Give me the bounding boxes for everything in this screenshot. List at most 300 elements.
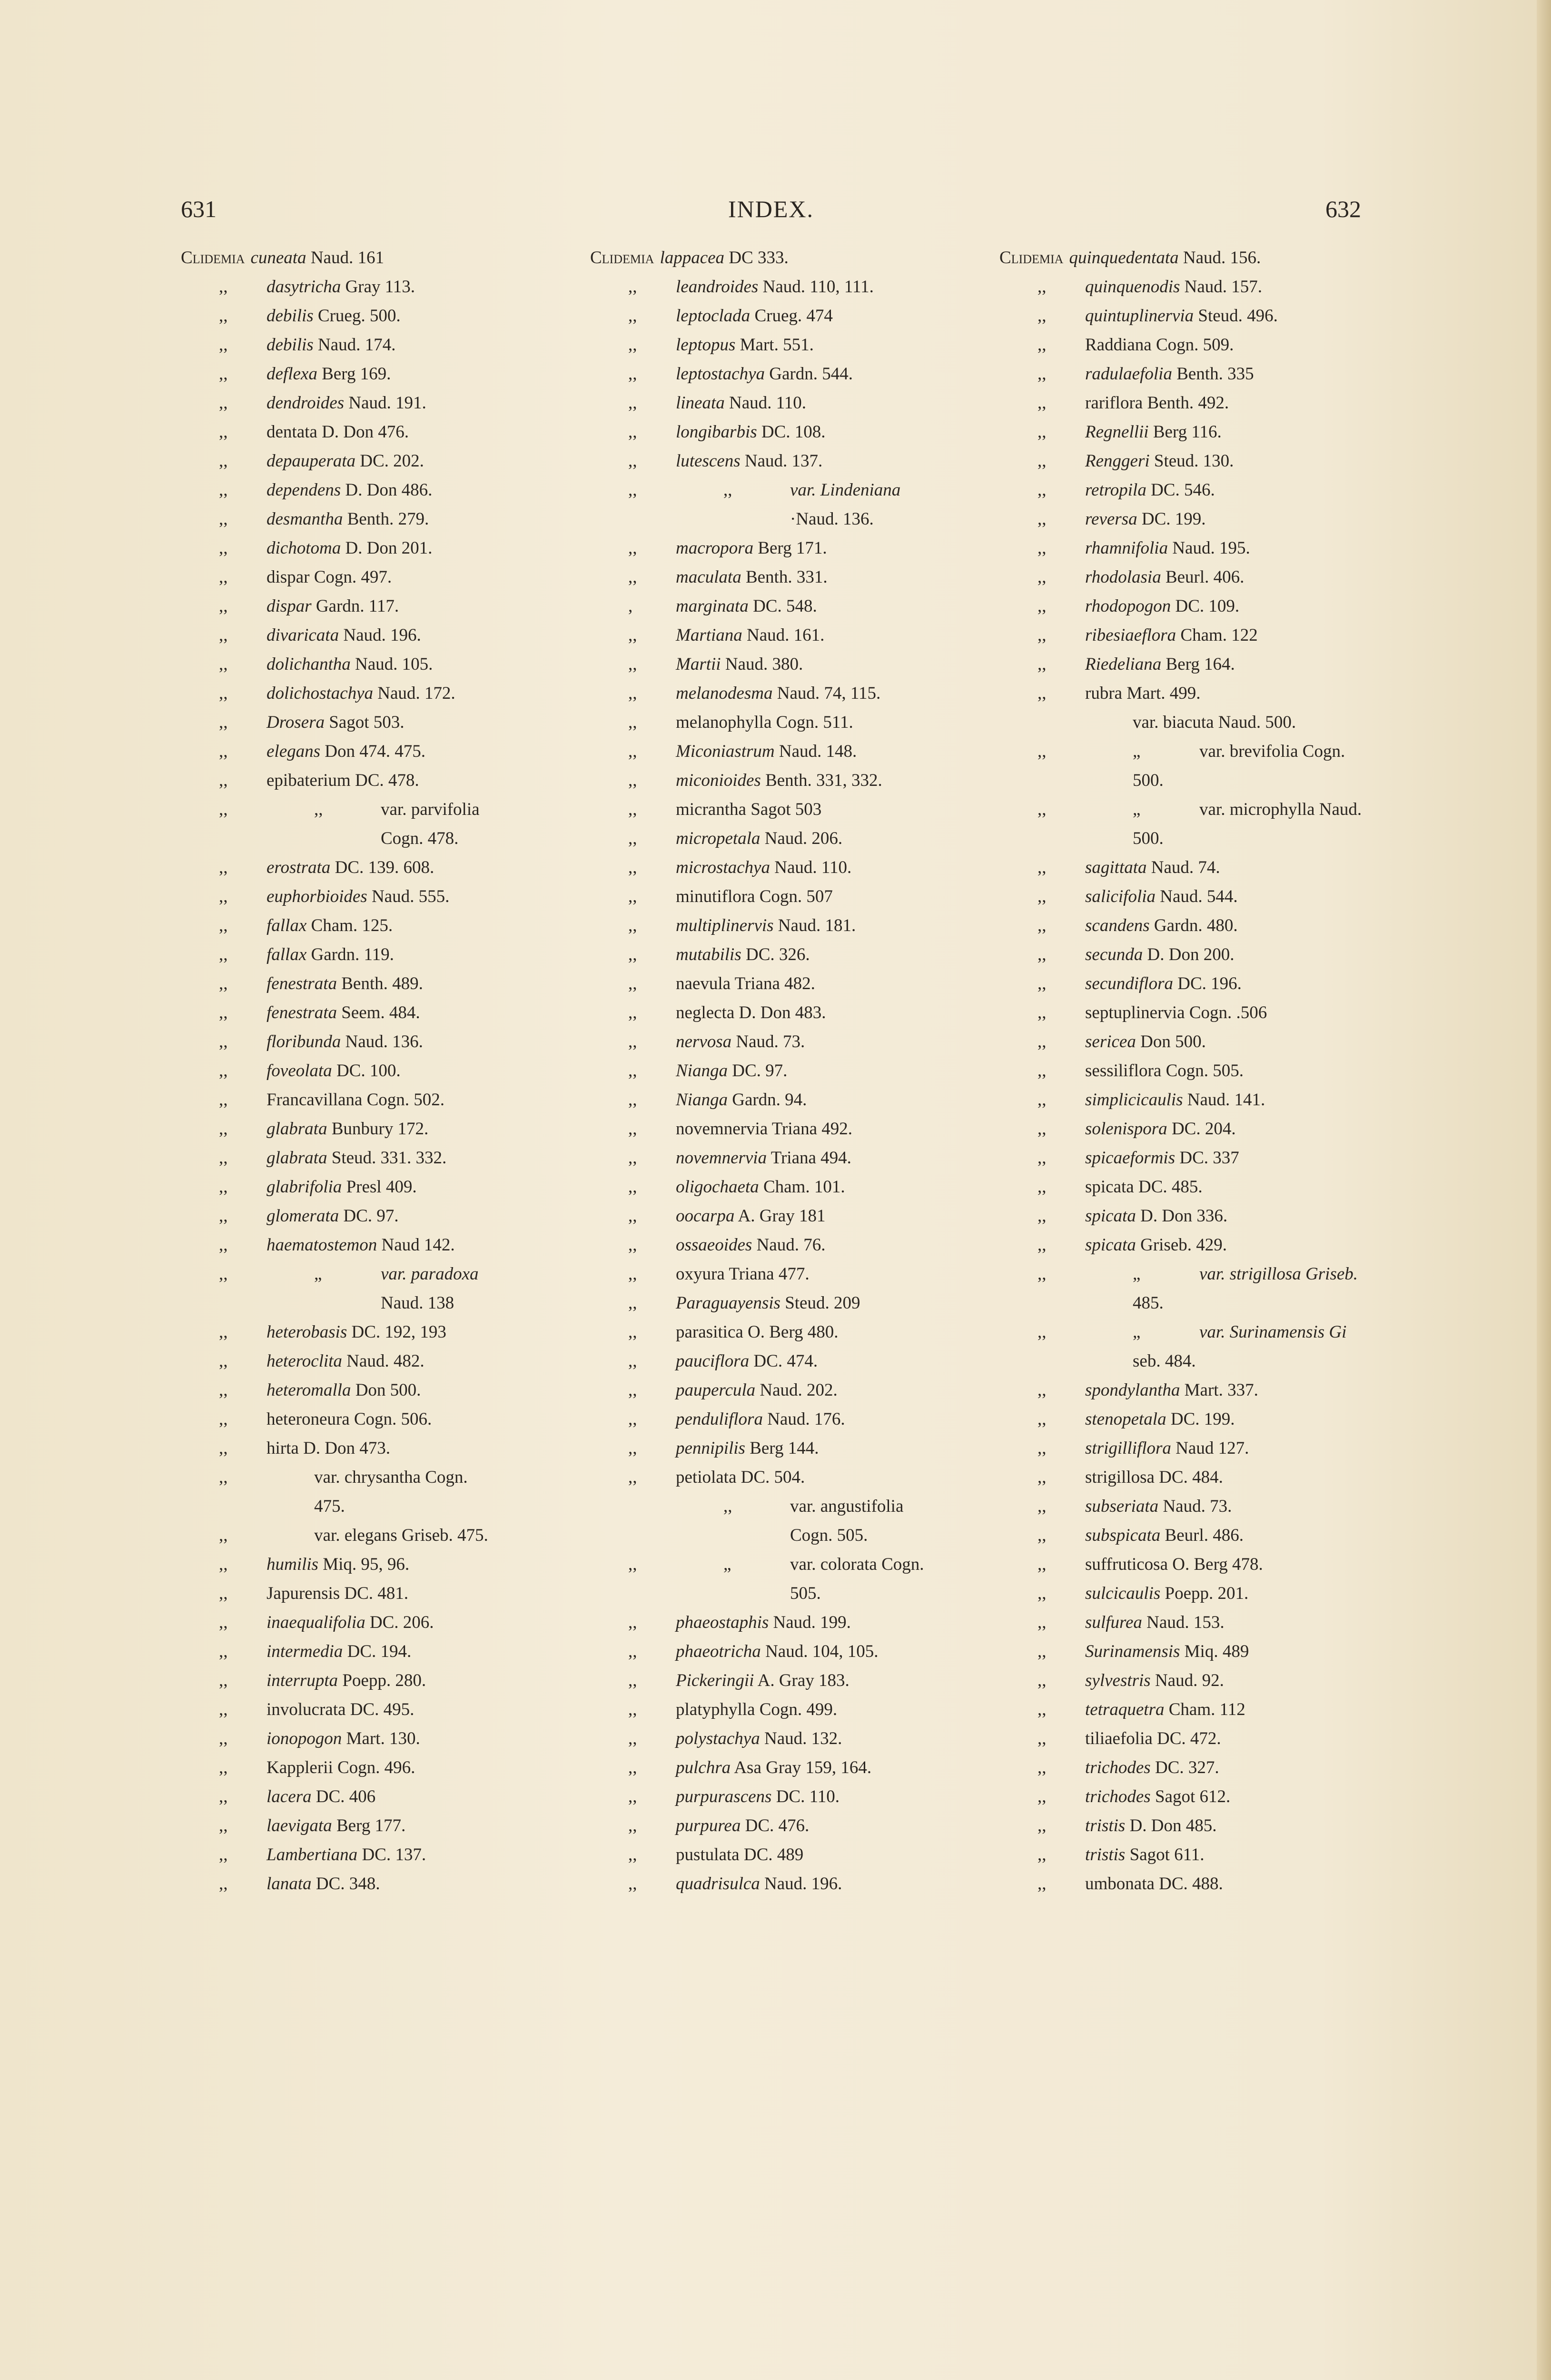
ditto-mark: ,, xyxy=(1037,684,1047,703)
authority: Triana 477. xyxy=(729,1264,810,1284)
ditto-mark: ,, xyxy=(1037,1119,1047,1139)
authority: Naud. 196. xyxy=(343,625,421,645)
page-number-left: 631 xyxy=(181,196,217,222)
species-name: purpurascens xyxy=(676,1787,772,1806)
ditto-mark: ,, xyxy=(628,1409,637,1429)
entry-body xyxy=(267,567,392,587)
species-name: humilis xyxy=(267,1555,318,1574)
ditto-mark-inner: ,, xyxy=(723,1497,732,1516)
authority: D. Don 483. xyxy=(739,1003,826,1022)
index-entry xyxy=(181,915,585,944)
index-column-1 xyxy=(181,248,585,1903)
entry-body xyxy=(1085,364,1254,384)
ditto-mark: ,, xyxy=(628,1148,637,1168)
authority: DC. 326. xyxy=(746,945,810,964)
entry-body xyxy=(676,1670,850,1691)
species-name: parasitica xyxy=(676,1322,743,1342)
entry-body xyxy=(1085,683,1201,704)
species-name: oxyura xyxy=(676,1264,725,1284)
index-entry xyxy=(590,1148,995,1177)
entry-body xyxy=(676,1844,803,1865)
ditto-mark: ,, xyxy=(628,1003,637,1022)
entry-body xyxy=(1085,1148,1239,1168)
ditto-mark: ,, xyxy=(628,1293,637,1313)
ditto-mark: ,, xyxy=(219,1584,228,1603)
authority: Naud. 195. xyxy=(1172,538,1250,558)
index-entry xyxy=(999,1612,1404,1641)
ditto-mark: ,, xyxy=(219,1409,228,1429)
index-entry xyxy=(181,248,585,277)
authority: DC. 485. xyxy=(1138,1177,1203,1197)
entry-body xyxy=(267,1119,428,1139)
index-entry xyxy=(999,451,1404,480)
index-entry xyxy=(590,944,995,973)
entry-body xyxy=(676,625,824,645)
authority: Cogn. 505. xyxy=(1166,1061,1244,1081)
authority: Naud. 482. xyxy=(346,1351,425,1371)
index-entry xyxy=(999,683,1404,712)
authority: DC. 202. xyxy=(360,451,424,471)
authority: Naud. 544. xyxy=(1160,887,1238,906)
authority: Mart. 551. xyxy=(740,335,814,355)
entry-body xyxy=(1085,509,1206,529)
page-number-right: 632 xyxy=(1325,196,1361,222)
species-name: hirta xyxy=(267,1438,299,1458)
species-name: sagittata xyxy=(1085,858,1147,877)
variety-name: var. Surinamensis Gi xyxy=(1199,1322,1347,1342)
species-name: purpurea xyxy=(676,1816,741,1835)
entry-body xyxy=(267,683,455,704)
variety-name: var. colorata Cogn. xyxy=(790,1555,924,1574)
index-entry xyxy=(999,1119,1404,1148)
entry-body xyxy=(676,1322,838,1342)
authority: Mart. 130. xyxy=(346,1729,420,1748)
index-entry xyxy=(181,567,585,596)
index-entry xyxy=(590,1583,995,1612)
index-entry xyxy=(181,770,585,799)
species-name: leptoclada xyxy=(676,306,751,326)
species-name: inaequalifolia xyxy=(267,1613,366,1632)
entry-body xyxy=(267,451,424,471)
entry-body xyxy=(267,1235,455,1255)
index-entry xyxy=(999,306,1404,335)
index-entry xyxy=(181,480,585,509)
entry-body xyxy=(1085,567,1244,587)
ditto-mark: ,, xyxy=(219,509,228,529)
species-name: lineata xyxy=(676,393,725,413)
ditto-mark: ,, xyxy=(628,916,637,935)
index-entry xyxy=(999,1322,1404,1351)
authority: Asa Gray 159, 164. xyxy=(734,1758,872,1777)
variety-name: var. biacuta Naud. 500. xyxy=(1133,713,1296,732)
authority: Crueg. 500. xyxy=(317,306,401,326)
index-entry xyxy=(999,1844,1404,1874)
ditto-mark: ,, xyxy=(628,945,637,964)
entry-body xyxy=(676,1815,809,1836)
authority: Naud. 176. xyxy=(767,1409,845,1429)
species-name: sessiliflora xyxy=(1085,1061,1162,1081)
ditto-mark: ,, xyxy=(1037,1700,1047,1719)
authority: Naud 142. xyxy=(381,1235,455,1255)
species-name: micrantha xyxy=(676,800,746,819)
species-name: dolichostachya xyxy=(267,684,374,703)
species-name: leandroides xyxy=(676,277,759,297)
index-entry xyxy=(999,1235,1404,1264)
ditto-mark: ,, xyxy=(628,1119,637,1139)
index-entry xyxy=(999,973,1404,1002)
ditto-mark-inner: „ xyxy=(1133,1264,1141,1284)
entry-body xyxy=(676,364,853,384)
ditto-mark: ,, xyxy=(1037,1758,1047,1777)
authority: Triana 492. xyxy=(771,1119,852,1139)
entry-body xyxy=(1085,1670,1224,1691)
index-entry xyxy=(181,1815,585,1844)
ditto-mark: ,, xyxy=(1037,916,1047,935)
ditto-mark: ,, xyxy=(219,771,228,790)
entry-body xyxy=(676,1612,851,1633)
entry-body xyxy=(1085,1525,1244,1546)
species-name: rariflora xyxy=(1085,393,1143,413)
species-name: Kapplerii xyxy=(267,1758,333,1777)
authority: Beurl. 486. xyxy=(1165,1526,1244,1545)
entry-body xyxy=(676,1090,807,1110)
index-entry xyxy=(181,335,585,364)
entry-body xyxy=(267,886,449,907)
authority: Berg 177. xyxy=(336,1816,406,1835)
authority: Presl 409. xyxy=(346,1177,417,1197)
species-name: solenispora xyxy=(1085,1119,1167,1139)
authority: Poepp. 201. xyxy=(1165,1584,1249,1603)
entry-body xyxy=(676,596,817,616)
entry-body xyxy=(676,1002,826,1023)
ditto-mark: ,, xyxy=(1037,1177,1047,1197)
ditto-mark: ,, xyxy=(219,1003,228,1022)
entry-body xyxy=(1085,1235,1227,1255)
entry-body xyxy=(1085,1380,1258,1400)
species-name: secunda xyxy=(1085,945,1143,964)
ditto-mark: ,, xyxy=(628,713,637,732)
index-entry xyxy=(181,306,585,335)
ditto-mark: ,, xyxy=(219,1177,228,1197)
authority: Naud. 136. xyxy=(345,1032,423,1051)
ditto-mark: ,, xyxy=(628,1322,637,1342)
ditto-mark: ,, xyxy=(219,451,228,471)
ditto-mark: ,, xyxy=(219,1351,228,1371)
entry-body xyxy=(676,1786,840,1807)
authority: DC. 406 xyxy=(316,1787,376,1806)
index-column-2 xyxy=(590,248,995,1903)
entry-body xyxy=(267,422,409,442)
species-name: quinquedentata xyxy=(1069,248,1179,268)
species-name: polystachya xyxy=(676,1729,760,1748)
authority: Naud. 73. xyxy=(736,1032,805,1051)
entry-body xyxy=(267,1061,401,1081)
index-entry xyxy=(999,393,1404,422)
index-entry xyxy=(181,1031,585,1061)
entry-body xyxy=(267,1786,375,1807)
species-name: rhodolasia xyxy=(1085,567,1161,587)
species-name: strigillosa xyxy=(1085,1468,1155,1487)
ditto-mark: ,, xyxy=(628,1380,637,1400)
entry-body xyxy=(1085,1002,1267,1023)
ditto-mark: ,, xyxy=(628,742,637,761)
ditto-mark: ,, xyxy=(1037,742,1047,761)
authority: Naud. 104, 105. xyxy=(765,1642,879,1661)
ditto-mark: ,, xyxy=(219,684,228,703)
ditto-mark: ,, xyxy=(1037,1206,1047,1226)
species-name: maculata xyxy=(676,567,741,587)
index-entry xyxy=(590,625,995,654)
index-entry xyxy=(999,625,1404,654)
authority: Berg 169. xyxy=(322,364,391,384)
species-name: glabrifolia xyxy=(267,1177,342,1197)
species-name: Miconiastrum xyxy=(676,742,775,761)
ditto-mark: ,, xyxy=(219,858,228,877)
ditto-mark: ,, xyxy=(219,974,228,993)
authority: DC. 110. xyxy=(776,1787,840,1806)
ditto-mark: ,, xyxy=(219,1119,228,1139)
ditto-mark: ,, xyxy=(219,1148,228,1168)
index-entry xyxy=(999,1728,1404,1757)
authority: Don 500. xyxy=(355,1380,421,1400)
species-name: divaricata xyxy=(267,625,339,645)
authority: Berg 171. xyxy=(758,538,827,558)
entry-body xyxy=(676,1031,805,1052)
entry-body xyxy=(676,1874,842,1894)
species-name: Martiana xyxy=(676,625,742,645)
index-entry xyxy=(999,277,1404,306)
index-entry xyxy=(181,1409,585,1438)
index-entry xyxy=(999,1438,1404,1467)
entry-body xyxy=(1085,654,1235,674)
species-name: involucrata xyxy=(267,1700,346,1719)
entry-body xyxy=(676,1264,810,1284)
entry-body xyxy=(676,1177,845,1197)
species-name: scandens xyxy=(1085,916,1150,935)
index-entry xyxy=(999,944,1404,973)
index-entry xyxy=(590,1612,995,1641)
index-entry xyxy=(590,364,995,393)
authority: DC. 204. xyxy=(1171,1119,1236,1139)
index-entry xyxy=(590,1002,995,1031)
authority: DC. 139. 608. xyxy=(335,858,435,877)
entry-body xyxy=(676,915,856,936)
species-name: oligochaeta xyxy=(676,1177,759,1197)
ditto-mark: ,, xyxy=(1037,945,1047,964)
index-entry xyxy=(590,1235,995,1264)
index-entry xyxy=(181,1757,585,1786)
species-name: subseriata xyxy=(1085,1497,1159,1516)
entry-body xyxy=(267,1728,420,1749)
ditto-mark: ,, xyxy=(1037,1497,1047,1516)
species-name: fallax xyxy=(267,945,307,964)
entry-body xyxy=(267,857,434,878)
entry-body xyxy=(676,1206,825,1226)
page-title: INDEX. xyxy=(728,196,814,222)
variety-name: var. Lindeniana xyxy=(790,480,901,500)
species-name: sulcicaulis xyxy=(1085,1584,1161,1603)
entry-body xyxy=(676,1148,851,1168)
species-name: deflexa xyxy=(267,364,317,384)
genus-heading: Clidemia xyxy=(999,248,1064,268)
ditto-mark: ,, xyxy=(219,335,228,355)
ditto-mark: ,, xyxy=(628,480,637,500)
entry-body xyxy=(267,1757,415,1778)
species-name: spondylantha xyxy=(1085,1380,1180,1400)
continuation: seb. 484. xyxy=(1133,1351,1196,1371)
authority: DC. 97. xyxy=(343,1206,399,1226)
index-entry xyxy=(999,1874,1404,1903)
ditto-mark: ,, xyxy=(1037,1438,1047,1458)
entry-body xyxy=(1085,1641,1249,1662)
ditto-mark: ,, xyxy=(1037,1409,1047,1429)
ditto-mark: ,, xyxy=(219,713,228,732)
species-name: glabrata xyxy=(267,1119,327,1139)
ditto-mark: ,, xyxy=(1037,1584,1047,1603)
entry-body xyxy=(267,1380,421,1400)
ditto-mark: ,, xyxy=(628,1700,637,1719)
entry-body xyxy=(676,1235,825,1255)
authority: DC. 194. xyxy=(347,1642,412,1661)
species-name: tetraquetra xyxy=(1085,1700,1165,1719)
species-name: Drosera xyxy=(267,713,325,732)
authority: Cogn. 511. xyxy=(776,713,853,732)
index-entry xyxy=(181,1670,585,1699)
entry-body xyxy=(1085,393,1229,413)
authority: DC. 348. xyxy=(316,1874,380,1894)
index-entry xyxy=(590,1031,995,1061)
genus-heading: Clidemia xyxy=(590,248,654,268)
index-entry xyxy=(590,1380,995,1409)
index-entry xyxy=(999,799,1404,828)
authority: Naud. 141. xyxy=(1187,1090,1265,1110)
authority: Naud. 110, 111. xyxy=(762,277,874,297)
ditto-mark: ,, xyxy=(219,1061,228,1081)
entry-body xyxy=(1085,1496,1232,1517)
species-name: rhamnifolia xyxy=(1085,538,1168,558)
index-entry xyxy=(590,799,995,828)
ditto-mark: ,, xyxy=(628,1235,637,1255)
entry-body xyxy=(1085,422,1222,442)
index-entry xyxy=(590,393,995,422)
index-entry xyxy=(590,1293,995,1322)
species-name: Raddiana xyxy=(1085,335,1152,355)
index-entry xyxy=(590,1438,995,1467)
species-name: haematostemon xyxy=(267,1235,377,1255)
ditto-mark: ,, xyxy=(1037,625,1047,645)
authority: Berg 116. xyxy=(1153,422,1222,442)
authority: Cogn. 509. xyxy=(1156,335,1234,355)
entry-body xyxy=(1085,1815,1217,1836)
index-entry xyxy=(999,828,1404,857)
entry-body xyxy=(676,567,828,587)
species-name: salicifolia xyxy=(1085,887,1156,906)
index-entry xyxy=(590,1844,995,1874)
species-name: Nianga xyxy=(676,1061,728,1081)
ditto-mark: ,, xyxy=(219,1758,228,1777)
index-entry xyxy=(999,1148,1404,1177)
index-entry xyxy=(590,480,995,509)
species-name: sylvestris xyxy=(1085,1671,1151,1690)
entry-body xyxy=(1085,1583,1248,1604)
species-name: Japurensis xyxy=(267,1584,340,1603)
species-name: sulfurea xyxy=(1085,1613,1142,1632)
authority: Cogn. 497. xyxy=(314,567,392,587)
species-name: foveolata xyxy=(267,1061,332,1081)
ditto-mark: ,, xyxy=(1037,800,1047,819)
index-entry xyxy=(590,1699,995,1728)
index-entry xyxy=(181,886,585,915)
ditto-mark: ,, xyxy=(1037,364,1047,384)
entry-body xyxy=(1085,886,1238,907)
index-entry xyxy=(999,1351,1404,1380)
entry-body xyxy=(1085,596,1239,616)
index-entry xyxy=(999,596,1404,625)
species-name: dolichantha xyxy=(267,654,351,674)
species-name: strigilliflora xyxy=(1085,1438,1171,1458)
species-name: lutescens xyxy=(676,451,741,471)
ditto-mark: ,, xyxy=(1037,1642,1047,1661)
species-name: interrupta xyxy=(267,1671,338,1690)
entry-body xyxy=(1085,1554,1263,1575)
species-name: phaeostaphis xyxy=(676,1613,769,1632)
index-entry xyxy=(590,1351,995,1380)
ditto-mark: ,, xyxy=(628,1671,637,1690)
ditto-mark: ,, xyxy=(1037,480,1047,500)
species-name: dispar xyxy=(267,596,312,616)
species-name: spicaeformis xyxy=(1085,1148,1176,1168)
authority: Don 474. 475. xyxy=(325,742,426,761)
entry-body xyxy=(267,1670,426,1691)
index-entry xyxy=(181,1438,585,1467)
ditto-mark: ,, xyxy=(1037,858,1047,877)
ditto-mark: ,, xyxy=(219,480,228,500)
species-name: lanata xyxy=(267,1874,312,1894)
authority: Seem. 484. xyxy=(341,1003,420,1022)
species-name: trichodes xyxy=(1085,1758,1151,1777)
entry-body xyxy=(267,1351,425,1371)
entry-body xyxy=(267,973,423,994)
entry-body xyxy=(676,335,814,355)
entry-body xyxy=(267,538,432,558)
authority: D. Don 336. xyxy=(1140,1206,1228,1226)
ditto-mark: ,, xyxy=(1037,1322,1047,1342)
ditto-mark: ,, xyxy=(219,1729,228,1748)
index-entry xyxy=(999,1409,1404,1438)
authority: Benth. 335 xyxy=(1176,364,1254,384)
index-entry xyxy=(590,1119,995,1148)
index-entry xyxy=(181,973,585,1002)
species-name: tristis xyxy=(1085,1845,1126,1864)
index-entry xyxy=(590,1206,995,1235)
authority: O. Berg 478. xyxy=(1172,1555,1263,1574)
authority: Triana 494. xyxy=(771,1148,851,1168)
authority: Naud. 161 xyxy=(310,248,384,268)
index-entry xyxy=(999,741,1404,770)
authority: DC. 108. xyxy=(761,422,826,442)
page-header xyxy=(181,195,1361,228)
authority: DC. 484. xyxy=(1159,1468,1223,1487)
authority: Naud. 191. xyxy=(348,393,426,413)
index-entry xyxy=(590,1177,995,1206)
species-name: Nianga xyxy=(676,1090,728,1110)
ditto-mark: ,, xyxy=(219,654,228,674)
species-name: minutiflora xyxy=(676,887,755,906)
authority: Gray 113. xyxy=(345,277,415,297)
authority: Poepp. 280. xyxy=(342,1671,426,1690)
species-name: stenopetala xyxy=(1085,1409,1166,1429)
variety-name: var. parvifolia xyxy=(381,800,480,819)
